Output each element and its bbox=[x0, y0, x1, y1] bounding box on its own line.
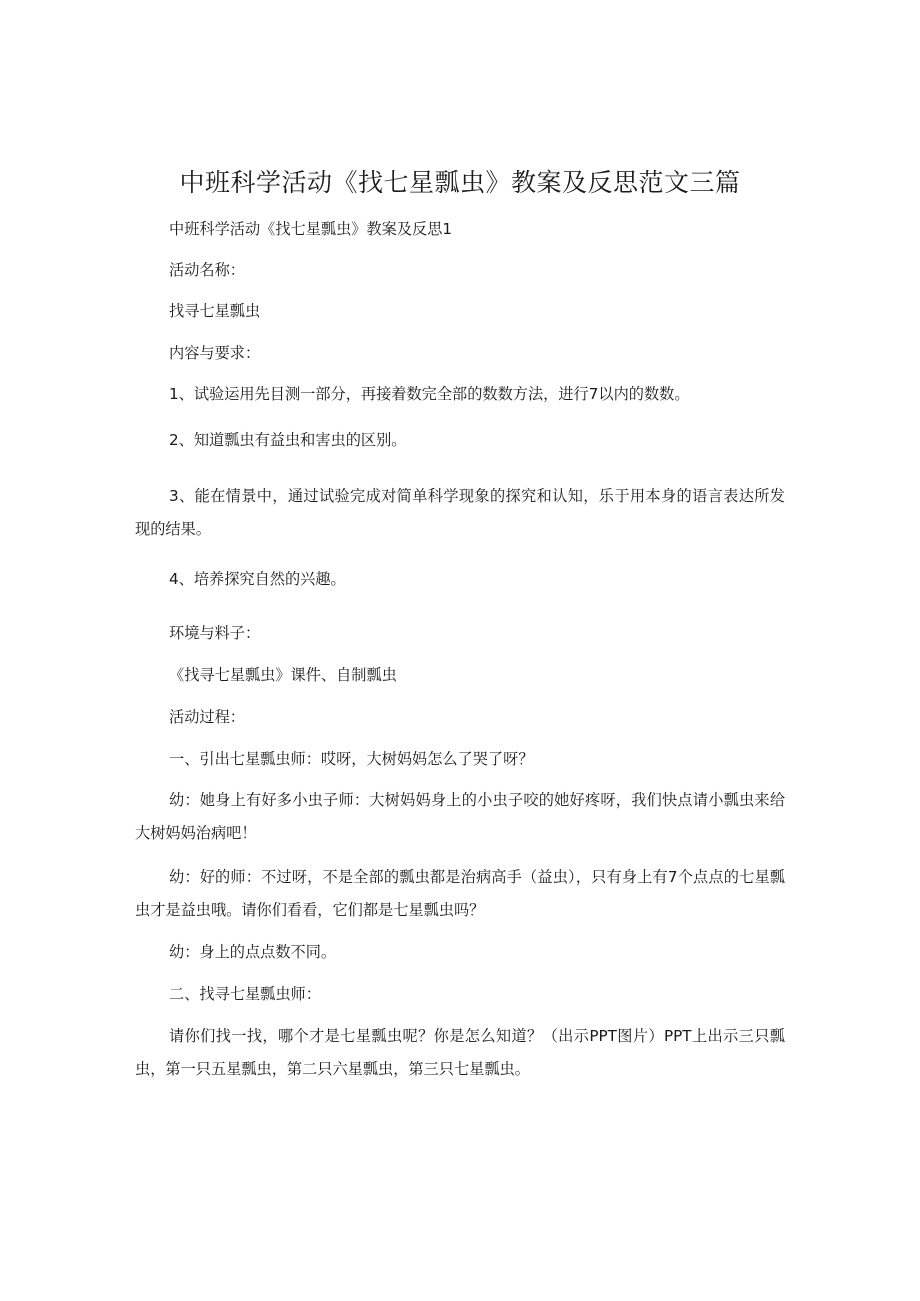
process-step: 请你们找一找，哪个才是七星瓢虫呢？你是怎么知道？（出示PPT图片）PPT上出示三只瓢虫，第一只五星瓢虫，第二只六星瓢虫，第三只七星瓢虫。 bbox=[135, 1027, 785, 1078]
process-step: 幼：好的师：不过呀，不是全部的瓢虫都是治病高手（益虫），只有身上有7个点点的七星瓢虫才是益虫哦。请你们看看，它们都是七星瓢虫吗？ bbox=[135, 868, 785, 919]
process-step: 幼：身上的点点数不同。 bbox=[169, 943, 337, 961]
activity-name-label: 活动名称： bbox=[169, 261, 245, 279]
materials: 《找寻七星瓢虫》课件、自制瓢虫 bbox=[169, 666, 397, 684]
requirement-item: 4、培养探究自然的兴趣。 bbox=[169, 570, 346, 588]
content-label: 内容与要求： bbox=[169, 344, 261, 362]
process-step: 二、找寻七星瓢虫师： bbox=[169, 985, 321, 1003]
materials-label: 环境与料子： bbox=[169, 624, 261, 642]
requirement-item: 1、试验运用先目测一部分，再接着数完全部的数数方法，进行7以内的数数。 bbox=[169, 385, 690, 403]
document-title: 中班科学活动《找七星瓢虫》教案及反思范文三篇 bbox=[179, 168, 741, 197]
requirement-item: 3、能在情景中，通过试验完成对简单科学现象的探究和认知，乐于用本身的语言表达所发现的结果。 bbox=[135, 487, 785, 538]
process-step: 一、引出七星瓢虫师：哎呀，大树妈妈怎么了哭了呀？ bbox=[169, 750, 534, 768]
process-label: 活动过程： bbox=[169, 708, 245, 726]
section-subtitle: 中班科学活动《找七星瓢虫》教案及反思1 bbox=[169, 220, 453, 238]
requirement-item: 2、知道瓢虫有益虫和害虫的区别。 bbox=[169, 431, 407, 449]
process-step: 幼：她身上有好多小虫子师：大树妈妈身上的小虫子咬的她好疼呀，我们快点请小瓢虫来给大树妈妈治病吧！ bbox=[135, 791, 785, 842]
activity-name: 找寻七星瓢虫 bbox=[169, 302, 261, 320]
